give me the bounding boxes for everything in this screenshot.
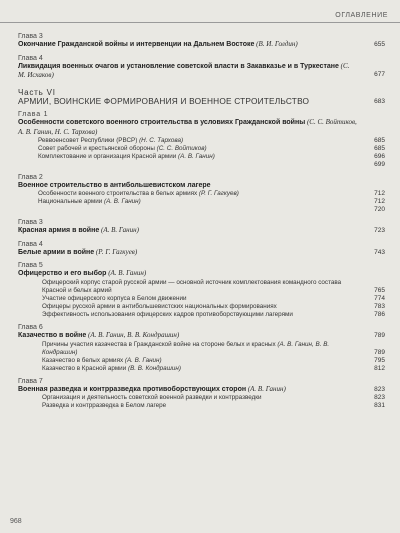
chapter-title: Особенности советского военного строительства в условиях Гражданской войны xyxy=(18,119,306,127)
toc-content xyxy=(18,28,385,410)
section-entry: Реввоенсовет Республики (РВСР) (Н. С. Тархова) 685 xyxy=(38,136,385,144)
part-label: Часть VI xyxy=(18,87,56,97)
chapter-label: Глава 4 xyxy=(18,54,43,62)
toc-entry xyxy=(18,111,385,168)
chapter-author: (А. В. Ганин) xyxy=(100,226,139,235)
toc-entry xyxy=(18,174,385,215)
section-entry: Участие офицерского корпуса в Белом движении 774 xyxy=(42,294,385,302)
page-ref: 823 xyxy=(374,385,385,393)
chapter-title: Окончание Гражданской войны и интервенции на Дальнем Востоке xyxy=(18,41,255,48)
section-entry: Эффективность использования офицерских кадров противоборствующими лагерями 786 xyxy=(42,310,385,318)
chapter-author: (А. В. Ганин) xyxy=(247,384,286,393)
chapter-author: (С. М. Исхаков) xyxy=(18,61,350,80)
section-entry: 699 xyxy=(374,160,385,168)
chapter-label: Глава 3 xyxy=(18,219,43,227)
toc-entry xyxy=(18,33,385,50)
page-ref: 677 xyxy=(374,71,385,79)
section-entry: Организация и деятельность советской военной разведки и контрразведки 823 xyxy=(42,394,385,402)
chapter-label: Глава 4 xyxy=(18,240,43,248)
page-ref: 723 xyxy=(374,227,385,235)
page-ref: 655 xyxy=(374,41,385,48)
chapter-author: (Р. Г. Гагкуев) xyxy=(95,247,138,256)
toc-entry xyxy=(18,241,385,258)
toc-entry xyxy=(18,378,385,411)
chapter-title: Белые армии в войне xyxy=(18,248,95,256)
section-entry: Национальные армии (А. В. Ганин) 712 xyxy=(38,198,385,206)
header-rule xyxy=(0,22,400,23)
chapter-label: Глава 5 xyxy=(18,262,43,270)
toc-entry xyxy=(18,219,385,236)
running-head: ОГЛАВЛЕНИЕ xyxy=(335,12,388,19)
section-entry: Комплектование и организация Красной армии (А. В. Ганин) 696 xyxy=(38,152,385,160)
section-entry: 720 xyxy=(374,206,385,214)
section-entry: Офицерский корпус старой русской армии — основной источник комплектования командного состава Красной и белых армий 765 xyxy=(42,278,385,294)
section-entry: Причины участия казачества в Гражданской войне на стороне белых и красных (А. В. Ганин, В. В. Кондрашин) 789 xyxy=(42,340,385,356)
section-entry: Казачество в Красной армии (В. В. Кондрашин) 812 xyxy=(42,364,385,372)
page-number: 968 xyxy=(10,518,22,525)
chapter-author: (С. С. Войтиков, А. В. Ганин, Н. С. Тархова) xyxy=(18,118,357,136)
chapter-label: Глава 6 xyxy=(18,323,43,331)
page-ref: 789 xyxy=(374,331,385,339)
chapter-author: (А. В. Ганин, В. В. Кондрашин) xyxy=(87,330,180,339)
chapter-title: Красная армия в войне xyxy=(18,227,100,235)
chapter-label: Глава 2 xyxy=(18,173,43,181)
section-entry: Совет рабочей и крестьянской обороны (С. С. Войтиков) 685 xyxy=(38,144,385,152)
section-entry: Особенности военного строительства в белых армиях (Р. Г. Гагкуев) 712 xyxy=(38,190,385,198)
chapter-label: Глава 7 xyxy=(18,377,43,385)
section-entry: Казачество в белых армиях (А. В. Ганин) 795 xyxy=(42,356,385,364)
toc-entry xyxy=(18,262,385,319)
chapter-title: Военная разведка и контрразведка противоборствующих сторон xyxy=(18,385,247,393)
chapter-title: Казачество в войне xyxy=(18,331,87,339)
chapter-label: Глава 3 xyxy=(18,33,43,40)
chapter-author: (В. И. Голдин) xyxy=(256,40,298,48)
page-ref: 683 xyxy=(374,97,385,105)
chapter-author: (А. В. Ганин) xyxy=(108,269,147,278)
chapter-label: Глава 1 xyxy=(18,111,49,119)
toc-entry xyxy=(18,55,385,80)
chapter-title: Офицерство и его выбор xyxy=(18,270,107,278)
page-ref: 743 xyxy=(374,248,385,256)
section-entry: Разведка и контрразведка в Белом лагере 831 xyxy=(42,402,385,410)
toc-entry xyxy=(18,324,385,373)
chapter-title: Ликвидация военных очагов и установление советской власти в Закавказье и в Туркестане xyxy=(18,62,339,70)
chapter-title: Военное строительство в антибольшевистском лагере xyxy=(18,181,211,189)
section-entry: Офицеры русской армии в антибольшевистских национальных формированиях 783 xyxy=(42,302,385,310)
part-title: АРМИИ, ВОИНСКИЕ ФОРМИРОВАНИЯ И ВОЕННОЕ СТРОИТЕЛЬСТВО xyxy=(18,95,310,106)
